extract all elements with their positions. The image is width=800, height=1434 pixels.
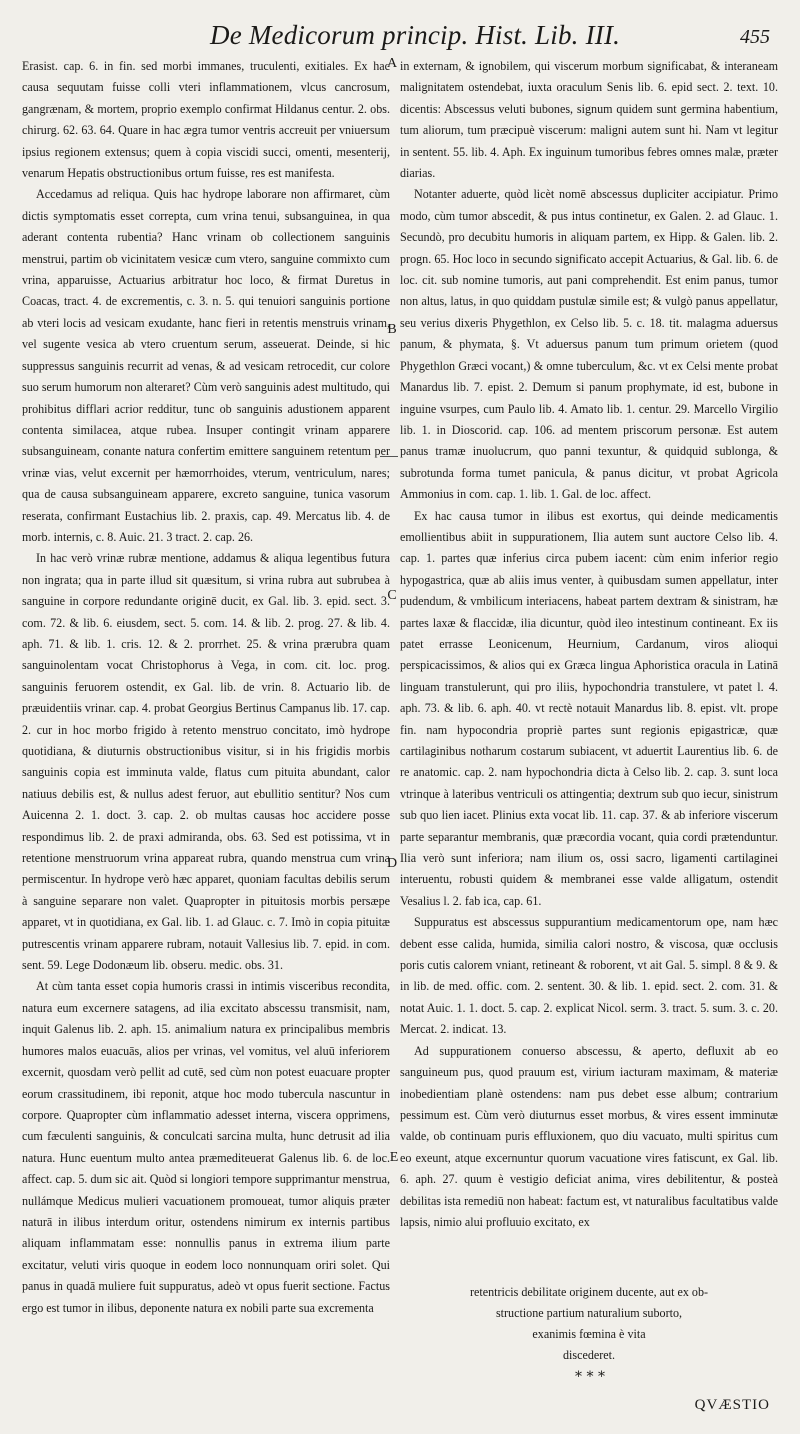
asterism-ornament: * * * xyxy=(575,1369,605,1385)
paragraph: In hac verò vrinæ rubræ mentione, addamus & aliqua legentibus futura non ingrata; qua in parte illud sit quæsitum, si vrina rubra aut subrubea à sanguine in corpore redundante originē ducit, ex Gal. lib. 3. epid. sect. 3. com. 72. & lib. 6. eiusdem, sect. 5. com. 14. & lib. 2. prog. 27. & lib. 4. aph. 71. & lib. 1. cris. 12. & 2. prorrhet. 25. & vrina prærubra quam sanguinolentam vocat Christophorus à Vega, in com. cit. loc. prog. sanguinis feruorem ostendit, ex Gal. lib. de vrin. 8. Actuario lib. de præuidentiis vrinar. cap. 4. probat Georgius Bertinus Campanus lib. 17. cap. 2. cur in hoc morbo frigido à retento menstruo concitato, imò hydrope quotidiana, & diuturnis obstructionibus visitur, si in his frigidis morbis sanguinis copia est imminuta valde, flatus cum pituita abundant, calor natiuus debilis est, & nullus adest feruor, aut ebullitio sentitur? Nos cum Auicenna 2. 1. doct. 3. cap. 2. ob multas causas hoc accidere posse respondimus lib. 2. de praxi admiranda, obs. 63. Sed est potissima, vt in retentione menstruorum vrina appareat rubra, quando menstrua cum vrina permiscentur. In hydrope verò hæc apparet, quoniam facultas debilis serum à sanguine separare non valet. Quapropter in pituitosis morbis persæpe apparet, vt in quotidiana, ex Gal. lib. 1. ad Glauc. c. 7. Imò in copia pituitæ putrescentis vrinam apparere rubram, notauit Vallesius lib. 7. epid. in com. sent. 59. Lege Dodonæum lib. obseru. medic. obs. 31. xyxy=(22,551,390,973)
running-head: De Medicorum princip. Hist. Lib. III. xyxy=(210,20,621,50)
page-number: 455 xyxy=(740,26,770,48)
margin-marker-e: E xyxy=(389,1150,399,1165)
closing-line: exanimis fœmina è vita xyxy=(532,1327,646,1341)
paragraph: Accedamus ad reliqua. Quis hac hydrope laborare non affirmaret, cùm dictis symptomatis esset correpta, cum vrina tenui, subsanguinea, in qua aderant contenta rubentia? Hanc vrinam ob collectionem sanguinis menstrui, partim ob vicinitatem vesicæ cum vtero, sanguine commixto cum vrina, apparuisse, Actuarius arbitratur hoc loco, & firmat Duretus in Coacas, tract. 4. de excrementis, c. 3. n. 5. qui tenuiori sanguinis portione ab vteri locis ad vesicam exudante, hanc fieri in retentis menstruis vrinam, vel sugente vesica ab vtero cruentum serum, asseuerat. Deinde, si hic suppressus sanguinis recurrit ad venas, & ad vesicam retrocedit, cur colore suo serum humorum non alteraret? Cùm verò sanguinis adest multitudo, qui prohibitus difflari acrior redditur, tunc ob sanguinis adustionem apparent contenta similacea, atque rubea. Insuper contingit vrinam apparere subsanguineam, conante natura confertim emittere sanguinem retentum per vrinæ vias, velut excernit per hæmorrhoides, vterum, ventriculum, nares; qua de causa subsanguineam apparere, excreto sanguine, tunica vasorum reserata, confirmant Eustachius lib. 2. praxis, cap. 49. Mercatus lib. 4. de morb. internis, c. 8. Auic. 21. 3 tract. 2. cap. 26. xyxy=(22,187,390,544)
paragraph: Notanter aduerte, quòd licèt nomē abscessus dupliciter accipiatur. Primo modo, cùm tumor abscedit, & pus intus continetur, ex Galen. 2. ad Glauc. 1. Secundò, pro decubitu humoris in aliquam partem, ex Hipp. & Galen. lib. 2. progn. 65. Hoc loco in secundo significato accepit Actuarius, & Gal. lib. 6. de loc. cit. sub nomine tumoris, aut pani comprehendit. Est enim panus, tumor non altus, latus, in quo quiddam pustulæ simile est; & vulgò panus appellatur, seu verius dixeris Phygethlon, ex Celso lib. 5. c. 18. tit. malagma aduersus panum, & phymata, §. Vt aduersus panum tum primum orietem (quod Phygethlon Græci vocant,) & omne tuberculum, &c. vt ex Celsi mente probat Manardus lib. 7. epist. 2. Demum si panum prophymate, id est, bubone in inguine vsurpes, cum Paulo lib. 4. Amato lib. 1. centur. 29. Marcello Virgilio lib. 1. in Dioscorid. cap. 106. ad mentem priscorum personæ. Est autem panus tramæ inuolucrum, quo panni texuntur, & quidquid sublonga, & subrotunda forma tumet panicula, & panus dicitur, vt probat Agricola Ammonius in com. cap. 1. lib. 1. Gal. de loc. affect. xyxy=(400,187,778,502)
paragraph: Suppuratus est abscessus suppurantium medicamentorum ope, nam hæc debent esse calida, humida, similia calori nostro, & viscosa, quæ occlusis poris cutis calorem vniant, retineant & roborent, vt ait Gal. 5. simpl. 8 & 9. & in lib. de med. offic. com. 2. sentent. 30. & lib. 1. epid. sect. 2. com. 31. & notat Auic. 1. 1. doct. 5. cap. 2. explicat Nicol. serm. 3. tract. 5. sum. 3. c. 20. Mercat. 2. indicat. 13. xyxy=(400,915,778,1037)
closing-line: retentricis debilitate originem ducente, aut ex ob- xyxy=(469,1285,709,1299)
margin-marker-a: A xyxy=(386,56,398,71)
page-header xyxy=(0,20,800,54)
margin-marker-b: B xyxy=(387,322,397,337)
paragraph: Erasist. cap. 6. in fin. sed morbi immanes, truculenti, exitiales. Ex hac causa sequutam fuisse colli vteri inflammationem, vlcus cancrosum, gangrænam, & mortem, proprio exemplo confirmat Hildanus centur. 2. obs. chirurg. 62. 63. 64. Quare in hac ægra tumor ventris accreuit per vniuersum ipsius regionem extensus; quem à copia viscidi succi, omenti, mesenterij, venarum Hepatis obstructionibus ortum fuisse, res est manifesta. xyxy=(22,59,390,181)
catchword: QVÆSTIO xyxy=(694,1397,770,1413)
margin-marker-c: C xyxy=(387,588,397,603)
closing-line: discederet. xyxy=(562,1348,616,1362)
margin-marker-d: D xyxy=(386,856,398,871)
left-column xyxy=(22,56,390,1319)
paragraph: At cùm tanta esset copia humoris crassi in intimis visceribus recondita, natura eum excernere satagens, ad ilia excitato abscessu transmisit, nam, inquit Galenus lib. 2. aph. 15. animalium natura ex principalibus membris humores malos euacuās, alios per vrinas, vel vomitus, vel aluū inferiorem excernit, quosdam verò pellit ad cutē, sed cùm non potest euacuare propter eorum crassitudinem, ibi reponit, atque hoc modo tubercula nascuntur in corpore. Quapropter cùm inflammatio adesset interna, viscera opprimens, cum fæculenti sanguinis, & conculcati sarcina multa, hunc detrusit ad ilia natura. Hunc euentum multo antea præmediteuerat Galenus lib. 6. de loc. affect. cap. 5. dum sic ait. Quòd si longiori tempore supprimantur menstrua, nullámque Medicus mulieri vacuationem promoueat, tumor aliquis præter naturā in ilibus interdum oritur, ostendens nimirum ex internis partibus aliquam inflammatam esse: nonnullis panus in extrema ilium parte excitatur, veluti viris quoque in eodem loco nonnunquam oriri solet. Qui panus in quadā muliere fuit suppuratus, adeò vt opus fuerit sectione. Factus ergo est tumor in ilibus, deponente natura ex nobili parte sua excrementa xyxy=(22,979,390,1315)
closing-line: structione partium naturalium suborto, xyxy=(495,1306,683,1320)
paragraph: Ad suppurationem conuerso abscessu, & aperto, defluxit ab eo sanguineum pus, quod prauum est, virium iacturam maximam, & materiæ inobedientiam planè ostendens: nam pus debet esse album; contrarium pessimum est. Cùm verò diuturnus esset morbus, & vires essent imminutæ valde, ob continuam puris effluxionem, quo diu vacuato, multi spiritus cum eo exeunt, atque excernuntur quorum vacuatione vires fatiscunt, ex Gal. lib. 6. aph. 27. quum è vestigio deficiat anima, vires debilitentur, & posteà debilitas ista remediū non habeat: factum est, vt naturalibus facultatibus valde lapsis, nimio alui profluuio excitato, ex xyxy=(400,1043,778,1229)
paragraph: in externam, & ignobilem, qui viscerum morbum significabat, & interaneam malignitatem ostendebat, iuxta oraculum Senis lib. 6. epid sect. 2. text. 10. dicentis: Abscessus veluti bubones, signum quidem sunt germina habentium, tum aliorum, tum præcipuè viscerum: maligni autem sunt hi. Nam vt legitur in sentent. 55. lib. 4. Aph. Ex inguinum tumoribus febres omnes malæ, præter diarias. xyxy=(400,59,778,181)
right-column xyxy=(400,56,778,1233)
margin-rule xyxy=(380,456,398,457)
paragraph: Ex hac causa tumor in ilibus est exortus, qui deinde medicamentis emollientibus abiit in suppurationem, Ilia autem sunt auctore Celso lib. 4. cap. 1. partes quæ inferius circa pubem iacent: cùm enim inferior regio hypogastrica, quæ ab aliis imus venter, à quibusdam sumen appellatur, inter pudendum, & vmbilicum interiacens, habeat partem dextram & sinistram, hæ partes laxæ & flaccidæ, ilia dicuntur, quòd ileo intestinum contineant. Ex iis patet errasse Leonicenum, Heurnium, Cardanum, viros alioqui perspicacissimos, & alios qui ex Græca lingua Aphoristica oracula in Latinā linguam transtulerunt, qui pro iliis, hypochondria transtulere, vt patet l. 4. aph. 73. & lib. 6. aph. 40. vt rectè notauit Manardus lib. 8. epist. vlt. prope fin. nam hypocondria propriè partes sunt regionis epigastricæ, quæ cartilaginibus notharum costarum subiacent, vt aduertit Laurentius lib. 6. de re anatomic. cap. 2. nam hypochondria dicta à Celso lib. 2. cap. 3. sunt loca vtrinque à lateribus ventriculi os attingentia; dextrum sub quo iecur, sinistrum sub quo lien iacet. Plinius exta vocat lib. 11. cap. 37. & ab inferiore viscerum parte separantur membranis, quæ præcordia vocant, quia cordi prætenduntur. Ilia verò sunt inferiora; nam ilium os, ossi sacro, ligamenti cartilaginei interuentu, robusti quidem & membranei esse valde alligatum, ostendit Vesalius l. 2. fab ica, cap. 61. xyxy=(400,508,778,908)
